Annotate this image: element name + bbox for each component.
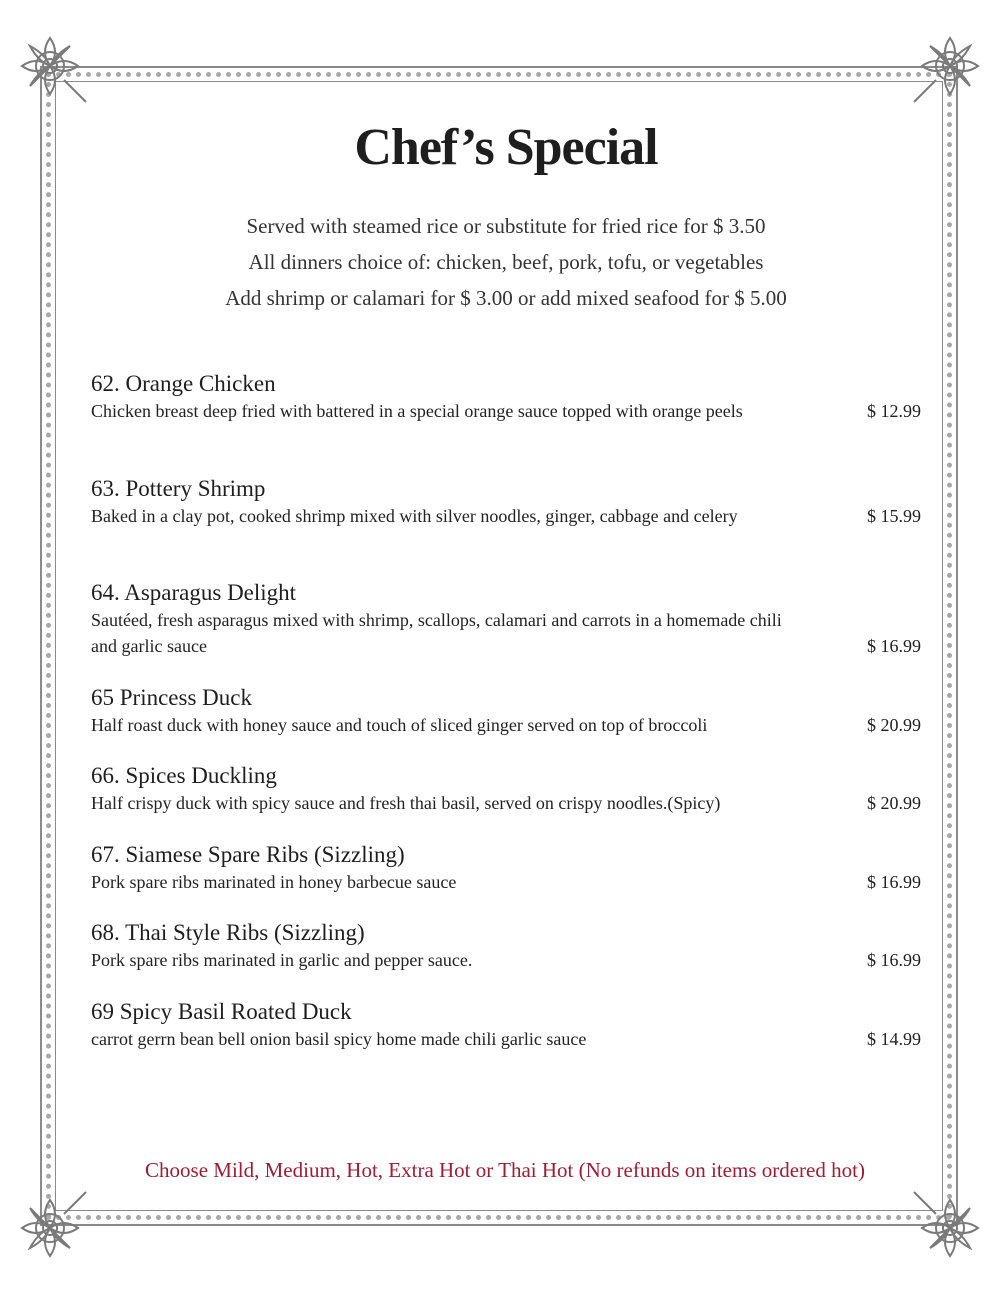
menu-item-description: Half crispy duck with spicy sauce and fresh thai basil, served on crispy noodles.(Spicy): [91, 793, 721, 813]
menu-item-price: $ 16.99: [867, 636, 921, 656]
menu-item-price: $ 20.99: [867, 715, 921, 735]
menu-item-name: 63. Pottery Shrimp: [91, 476, 266, 501]
corner-ornament-bottom-right: [910, 1188, 980, 1258]
corner-ornament-top-right: [910, 36, 980, 106]
menu-item-name: 68. Thai Style Ribs (Sizzling): [91, 920, 365, 945]
menu-item-description: Baked in a clay pot, cooked shrimp mixed with silver noodles, ginger, cabbage and celery: [91, 506, 738, 526]
menu-item-name: 66. Spices Duckling: [91, 763, 277, 788]
menu-item-price: $ 15.99: [867, 506, 921, 526]
menu-item-name: 69 Spicy Basil Roated Duck: [91, 999, 352, 1024]
menu-item: [91, 475, 921, 529]
menu-item-description: Chicken breast deep fried with battered in a special orange sauce topped with orange peels: [91, 401, 743, 421]
intro-line: All dinners choice of: chicken, beef, pork, tofu, or vegetables: [248, 250, 764, 274]
menu-item-name: 67. Siamese Spare Ribs (Sizzling): [91, 842, 405, 867]
menu-item-price: $ 20.99: [867, 793, 921, 813]
menu-item: [91, 919, 921, 973]
menu-item-description: Half roast duck with honey sauce and touch of sliced ginger served on top of broccoli: [91, 715, 708, 735]
menu-item-price: $ 16.99: [867, 872, 921, 892]
menu-item: [91, 998, 921, 1052]
intro-line: Add shrimp or calamari for $ 3.00 or add mixed seafood for $ 5.00: [225, 286, 787, 310]
menu-item: [91, 841, 921, 895]
menu-item-name: 65 Princess Duck: [91, 685, 252, 710]
menu-item: [91, 370, 921, 424]
corner-ornament-top-left: [20, 36, 90, 106]
menu-item-description: Pork spare ribs marinated in garlic and pepper sauce.: [91, 950, 473, 970]
menu-item: [91, 579, 921, 659]
menu-item-price: $ 12.99: [867, 401, 921, 421]
menu-item-name: 64. Asparagus Delight: [91, 580, 297, 605]
menu-item-description: carrot gerrn bean bell onion basil spicy home made chili garlic sauce: [91, 1029, 587, 1049]
menu-item-name: 62. Orange Chicken: [91, 371, 276, 396]
corner-ornament-bottom-left: [20, 1188, 90, 1258]
menu-item: [91, 684, 921, 738]
menu-intro: [0, 208, 1000, 316]
menu-item-description: Pork spare ribs marinated in honey barbecue sauce: [91, 872, 457, 892]
menu-item-price: $ 14.99: [867, 1029, 921, 1049]
menu-item-description: Sautéed, fresh asparagus mixed with shrimp, scallops, calamari and carrots in a homemade chili and garlic sauce: [91, 610, 782, 656]
menu-item-price: $ 16.99: [867, 950, 921, 970]
menu-item: [91, 762, 921, 816]
intro-line: Served with steamed rice or substitute for fried rice for $ 3.50: [246, 214, 766, 238]
page-title: Chef’s Special: [354, 119, 658, 176]
spice-level-note: Choose Mild, Medium, Hot, Extra Hot or Thai Hot (No refunds on items ordered hot): [145, 1158, 865, 1182]
